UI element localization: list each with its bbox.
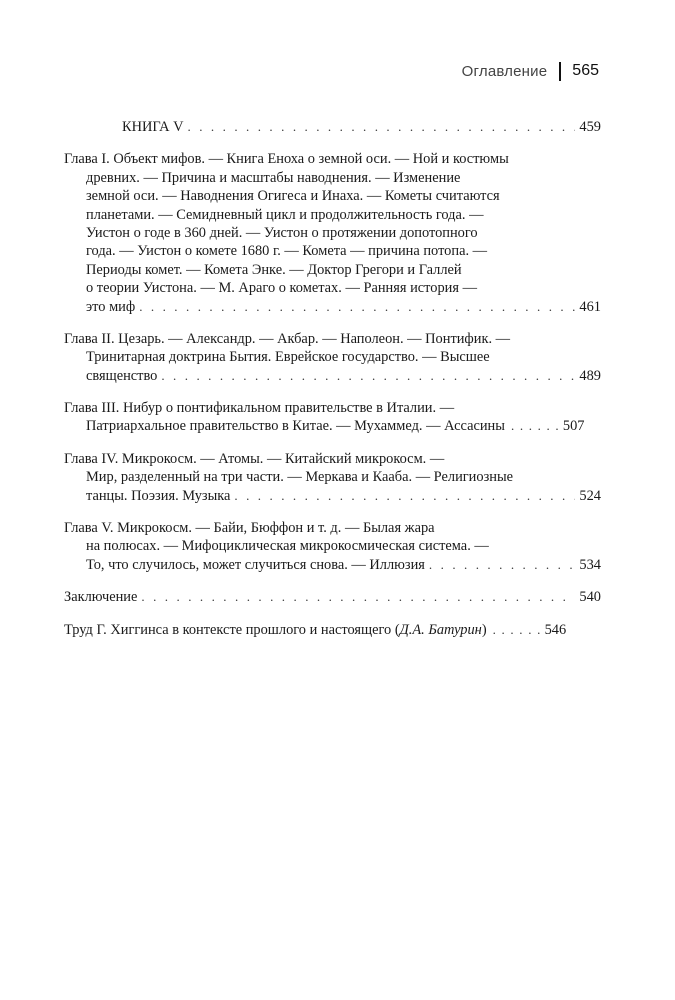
toc-page-number: 489 (579, 367, 601, 384)
toc-line (64, 417, 601, 435)
toc-page-number: 461 (579, 298, 601, 315)
toc-line-text: Мир, разделенный на три части. — Меркава и Кааба. — Религиозные (86, 469, 514, 486)
essay-author: Д.А. Батурин (399, 621, 482, 638)
toc-line (64, 487, 601, 505)
toc-line-text: Уистон о годе в 360 дней. — Уистон о протяжении допотопного (86, 224, 478, 241)
toc-line-text: древних. — Причина и масштабы наводнения. — Изменение (86, 169, 461, 186)
toc-entry-chapter-4 (64, 450, 601, 505)
essay-title-suffix: ) (481, 621, 487, 638)
toc-line-text: это миф (86, 298, 136, 315)
toc-line-text: Глава IV. Микрокосм. — Атомы. — Китайский микрокосм. — (64, 450, 445, 467)
toc-line (64, 150, 601, 168)
toc-line-text: Глава V. Микрокосм. — Байи, Бюффон и т. д. — Былая жара (64, 520, 435, 537)
toc-line (64, 187, 601, 205)
leader-dots (139, 298, 575, 316)
leader-dots (188, 118, 576, 136)
toc-line (64, 556, 601, 574)
essay-title: Труд Г. Хиггинса в контексте прошлого и настоящего ( (64, 621, 400, 638)
toc-line (64, 298, 601, 316)
leader-dots (429, 556, 575, 574)
toc-line (64, 242, 601, 260)
toc-line (64, 169, 601, 187)
toc-line-text: священство (86, 367, 158, 384)
toc-line-text: Глава I. Объект мифов. — Книга Еноха о земной оси. — Ной и костюмы (64, 151, 509, 168)
toc-line-text: танцы. Поэзия. Музыка (86, 487, 231, 504)
toc-line-text: Тринитарная доктрина Бытия. Еврейское государство. — Высшее (86, 349, 490, 366)
toc-line-text: Патриархальное правительство в Китае. — Мухаммед. — Ассасины (86, 418, 505, 435)
toc-book-title: КНИГА V (122, 119, 184, 135)
toc-line (64, 450, 601, 468)
toc-line-text: Глава II. Цезарь. — Александр. — Акбар. — Наполеон. — Понтифик. — (64, 330, 511, 347)
toc-line (64, 367, 601, 385)
page-number: 565 (572, 62, 599, 79)
toc-line (64, 537, 601, 555)
toc-line (64, 519, 601, 537)
toc-page-number: 540 (579, 589, 601, 606)
running-head-section: Оглавление (461, 62, 548, 80)
toc-line-text: планетами. — Семидневный цикл и продолжительность года. — (86, 206, 484, 223)
toc-page-number: 546 (544, 621, 567, 638)
toc-entry-book-5 (64, 118, 601, 136)
toc-entry-essay (64, 621, 601, 639)
toc-line (64, 206, 601, 224)
toc-page-number: 534 (579, 556, 601, 573)
toc-line-text: Глава III. Нибур о понтификальном правительстве в Италии. — (64, 400, 455, 417)
toc-line-text: года. — Уистон о комете 1680 г. — Комета — причина потопа. — (86, 243, 488, 260)
leader-dots (234, 487, 575, 505)
toc-line-text: земной оси. — Наводнения Огигеса и Инаха. — Кометы считаются (86, 188, 500, 205)
toc-line (64, 348, 601, 366)
toc-page-number: 524 (579, 487, 601, 504)
table-of-contents (64, 118, 601, 653)
toc-line (64, 118, 601, 136)
toc-entry-chapter-1 (64, 150, 601, 316)
toc-entry-conclusion (64, 588, 601, 606)
leader-dots (511, 417, 560, 435)
toc-line-text: Периоды комет. — Комета Энке. — Доктор Грегори и Галлей (86, 261, 462, 278)
running-head-divider (559, 62, 561, 81)
toc-line (64, 621, 601, 639)
toc-line-text: Заключение (64, 589, 138, 606)
leader-dots (493, 621, 542, 639)
toc-line (64, 399, 601, 417)
toc-line-text: То, что случилось, может случиться снова. — Иллюзия (86, 556, 425, 573)
running-head (462, 60, 599, 82)
toc-page-number: 507 (562, 418, 585, 435)
toc-line-text: о теории Уистона. — М. Араго о кометах. — Ранняя история — (86, 280, 477, 297)
toc-entry-chapter-3 (64, 399, 601, 436)
toc-line (64, 279, 601, 297)
toc-page-number: 459 (579, 119, 601, 135)
toc-entry-chapter-2 (64, 330, 601, 385)
toc-line (64, 468, 601, 486)
toc-line (64, 224, 601, 242)
toc-line (64, 261, 601, 279)
toc-line (64, 330, 601, 348)
toc-entry-chapter-5 (64, 519, 601, 574)
leader-dots (141, 588, 575, 606)
leader-dots (161, 367, 575, 385)
toc-line-text: на полюсах. — Мифоциклическая микрокосмическая система. — (86, 538, 489, 555)
toc-line-text (64, 621, 487, 639)
toc-line (64, 588, 601, 606)
